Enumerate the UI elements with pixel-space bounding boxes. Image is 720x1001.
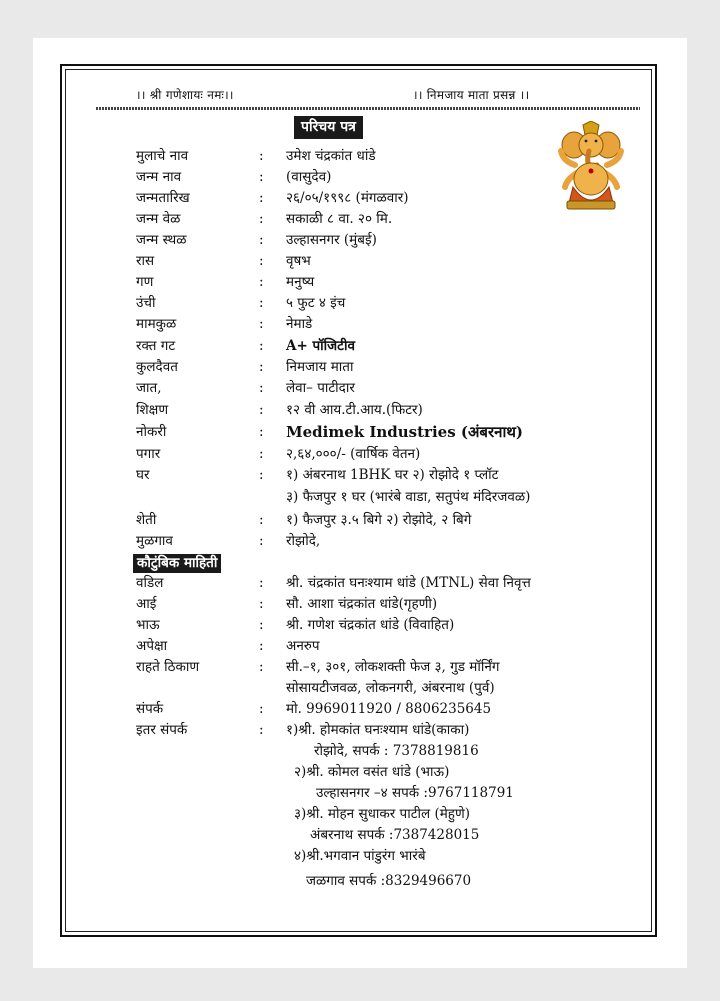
other-contact-line: ४)श्री.भगवान पांडुरंग भारंबे xyxy=(294,848,426,864)
other-contact-line: उल्हासनगर –४ सपर्क :9767118791 xyxy=(316,785,514,801)
separator-colon: : xyxy=(259,190,264,206)
separator-colon: : xyxy=(259,533,264,549)
detail-label: गण xyxy=(136,274,154,290)
detail-value: २६/०५/१९९८ (मंगळवार) xyxy=(286,190,409,206)
other-contact-line: १)श्री. होमकांत घनःश्याम धांडे(काका) xyxy=(286,722,470,738)
detail-label: रक्त गट xyxy=(136,338,176,354)
separator-colon: : xyxy=(259,359,264,375)
other-contact-line: रोझोदे, सपर्क : 7378819816 xyxy=(314,743,479,759)
detail-value: निमजाय माता xyxy=(286,359,354,375)
separator-colon: : xyxy=(259,467,264,483)
detail-value: ५ फुट ४ इंच xyxy=(286,295,346,311)
separator-colon: : xyxy=(259,701,264,717)
detail-value: A+ पॉजिटीव xyxy=(286,338,355,354)
detail-value: १) अंबरनाथ 1BHK घर २) रोझोदे १ प्लॉट xyxy=(286,467,499,483)
separator-colon: : xyxy=(259,295,264,311)
detail-label: संपर्क xyxy=(136,701,164,717)
detail-label: मुळगाव xyxy=(136,533,173,549)
detail-value: मो. 9969011920 / 8806235645 xyxy=(286,701,492,717)
detail-label: घर xyxy=(136,467,150,483)
detail-value: श्री. चंद्रकांत घनःश्याम धांडे (MTNL) सेवा निवृत्त xyxy=(286,575,531,591)
detail-label: शेती xyxy=(136,512,157,528)
separator-colon: : xyxy=(259,402,264,418)
detail-label: पगार xyxy=(136,446,161,462)
detail-label: जन्म वेळ xyxy=(136,211,181,227)
detail-value: Medimek Industries (अंबरनाथ) xyxy=(286,423,524,441)
separator-colon: : xyxy=(259,148,264,164)
separator-colon: : xyxy=(259,232,264,248)
separator-colon: : xyxy=(259,253,264,269)
separator-colon: : xyxy=(259,211,264,227)
separator-colon: : xyxy=(259,446,264,462)
ganesh-icon xyxy=(555,121,627,211)
detail-value: वृषभ xyxy=(286,253,311,269)
detail-label: जन्म नाव xyxy=(136,169,182,185)
detail-label: उंची xyxy=(136,295,156,311)
detail-value: उल्हासनगर (मुंबई) xyxy=(286,232,377,248)
other-contact-line: २)श्री. कोमल वसंत धांडे (भाऊ) xyxy=(294,764,450,780)
separator-colon: : xyxy=(259,575,264,591)
detail-label: कुलदैवत xyxy=(136,359,178,375)
detail-value: लेवा– पाटीदार xyxy=(286,380,355,396)
separator-colon: : xyxy=(259,512,264,528)
separator-colon: : xyxy=(259,638,264,654)
other-contact-line: ३)श्री. मोहन सुधाकर पाटील (मेहुणे) xyxy=(294,806,470,822)
detail-value: सकाळी ८ वा. २० मि. xyxy=(286,211,393,227)
family-value-address-continued: सोसायटीजवळ, लोकनगरी, अंबरनाथ (पुर्व) xyxy=(286,680,495,696)
detail-value: सी.–१, ३०१, लोकशक्ती फेज ३, गुड मॉर्निंग xyxy=(286,659,500,675)
detail-value: नेमाडे xyxy=(286,316,313,332)
detail-label: मामकुळ xyxy=(136,316,177,332)
detail-value: १) फैजपुर ३.५ बिगे २) रोझोदे, २ बिगे xyxy=(286,512,472,528)
detail-value: सौ. आशा चंद्रकांत धांडे(गृहणी) xyxy=(286,596,438,612)
other-contact-line: जळगाव सपर्क :8329496670 xyxy=(306,873,472,889)
header-right-invocation: ।। निमजाय माता प्रसन्न ।। xyxy=(413,88,530,102)
detail-label: राहते ठिकाण xyxy=(136,659,200,675)
detail-label: रास xyxy=(136,253,155,269)
other-contact-line: अंबरनाथ सपर्क :7387428015 xyxy=(310,827,480,843)
detail-value: मनुष्य xyxy=(286,274,315,290)
separator-colon: : xyxy=(259,659,264,675)
separator-colon: : xyxy=(259,424,264,440)
header-left-invocation: ।। श्री गणेशायः नमः।। xyxy=(136,88,234,102)
detail-label: शिक्षण xyxy=(136,402,169,418)
detail-label: आई xyxy=(136,596,157,612)
detail-label: नोकरी xyxy=(136,424,167,440)
separator-colon: : xyxy=(259,316,264,332)
detail-value: रोझोदे, xyxy=(286,533,321,549)
detail-label: अपेक्षा xyxy=(136,638,168,654)
page-title: परिचय पत्र xyxy=(294,116,363,139)
detail-value: (वासुदेव) xyxy=(286,169,332,185)
detail-label: जन्मतारिख xyxy=(136,190,190,206)
detail-value: अनरुप xyxy=(286,638,320,654)
detail-value: १२ वी आय.टी.आय.(फिटर) xyxy=(286,402,423,418)
header-divider xyxy=(96,107,640,110)
detail-label: जन्म स्थळ xyxy=(136,232,187,248)
separator-colon: : xyxy=(259,722,264,738)
detail-label: इतर संपर्क xyxy=(136,722,188,738)
separator-colon: : xyxy=(259,380,264,396)
detail-label: मुलाचे नाव xyxy=(136,148,189,164)
detail-label: वडिल xyxy=(136,575,164,591)
detail-label: भाऊ xyxy=(136,617,160,633)
separator-colon: : xyxy=(259,338,264,354)
separator-colon: : xyxy=(259,274,264,290)
family-section-heading: कौटुंबिक माहिती xyxy=(133,554,221,573)
separator-colon: : xyxy=(259,596,264,612)
detail-value: श्री. गणेश चंद्रकांत धांडे (विवाहित) xyxy=(286,617,455,633)
detail-label: जात, xyxy=(136,380,162,396)
detail-value-house-continued: ३) फैजपुर १ घर (भारंबे वाडा, सतुपंथ मंदिरजवळ) xyxy=(286,489,531,505)
detail-value: २,६४,०००/- (वार्षिक वेतन) xyxy=(286,446,421,462)
separator-colon: : xyxy=(259,617,264,633)
separator-colon: : xyxy=(259,169,264,185)
detail-value: उमेश चंद्रकांत धांडे xyxy=(286,148,376,164)
